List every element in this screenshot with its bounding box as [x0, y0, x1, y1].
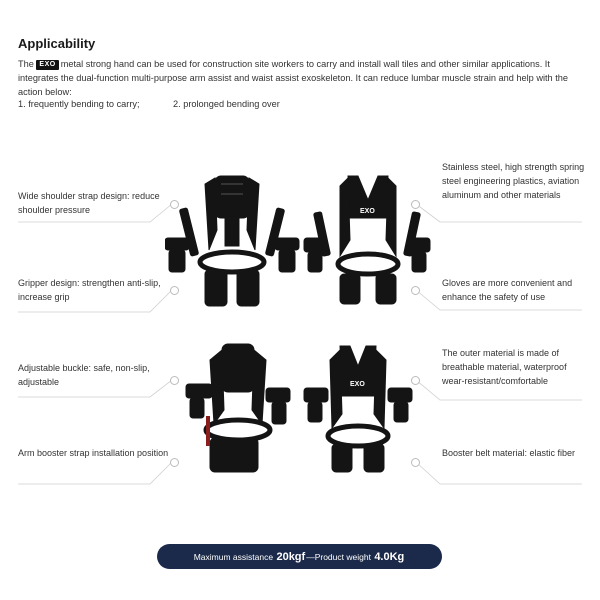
feature-outer-material: The outer material is made of breathable material, waterproof wear-resistant/comfortable — [442, 348, 567, 386]
red-accent-strip — [206, 416, 210, 446]
exoskeleton-front-view-image — [300, 170, 435, 315]
feature-gripper: Gripper design: strengthen anti-slip, increase grip — [18, 278, 161, 302]
feature-materials: Stainless steel, high strength spring steel engineering plastics, aviation aluminum and other materials — [442, 162, 585, 200]
assist-label: Maximum assistance — [193, 551, 274, 562]
exo-brand-logo: EXO — [36, 60, 58, 70]
action-item-2: 2. prolonged bending over — [173, 99, 280, 109]
feature-shoulder-strap: Wide shoulder strap design: reduce shoulder pressure — [18, 191, 160, 215]
weight-value: 4.0Kg — [374, 550, 405, 563]
exoskeleton-side-back-view-image — [180, 340, 295, 480]
exo-badge-text: EXO — [360, 208, 375, 215]
feature-buckle: Adjustable buckle: safe, non-slip, adjustable — [18, 363, 150, 387]
exoskeleton-front-view-image-2 — [300, 340, 415, 480]
feature-arm-strap: Arm booster strap installation position — [18, 448, 169, 458]
intro-after-brand: metal strong hand can be used for construction site workers to carry and install wall tiles and other similar applications. It integrates the dual-function multi-purpose arm assist and waist assist exoskeleton. It can reduce lumbar muscle strain and help with the action below: — [18, 59, 568, 97]
intro-before-brand: The — [18, 59, 34, 69]
spec-bar — [157, 544, 442, 569]
spec-separator: — — [306, 551, 315, 562]
assist-value: 20kgf — [276, 550, 306, 563]
marker-dot — [170, 376, 179, 385]
feature-booster-belt: Booster belt material: elastic fiber — [442, 448, 576, 458]
exo-badge-text-2: EXO — [350, 381, 365, 388]
exoskeleton-back-view-image — [165, 170, 305, 315]
weight-label: Product weight — [314, 551, 371, 562]
action-item-1: 1. frequently bending to carry; — [18, 99, 140, 109]
marker-dot — [170, 458, 179, 467]
feature-gloves: Gloves are more convenient and enhance the safety of use — [442, 278, 573, 302]
page-title: Applicability — [18, 36, 96, 51]
